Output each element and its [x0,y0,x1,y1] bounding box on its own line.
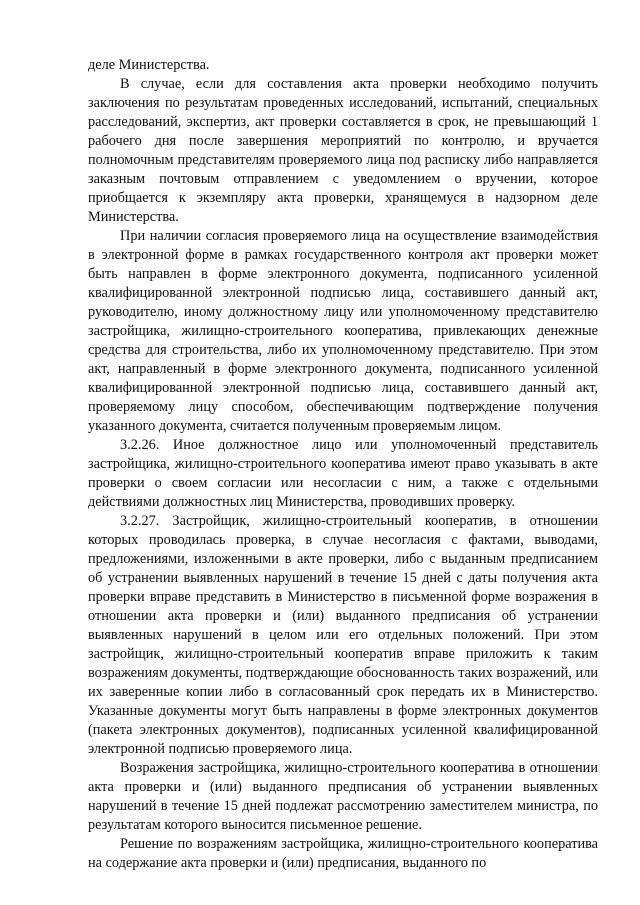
paragraph-continuation: деле Министерства. [88,57,210,73]
paragraph-decision: Решение по возражениям застройщика, жилищно-строительного кооператива на содержание акта проверки и (или) предписания, выданного по [88,836,598,871]
paragraph-objections: Возражения застройщика, жилищно-строительного кооператива в отношении акта проверки и (или) выданного предписания об устранении выявленных нарушений в течение 15 дней подлежат рассмотрению заместителем министра, по результатам которого выносится письменное решение. [88,760,598,833]
paragraph-expertise-act: В случае, если для составления акта проверки необходимо получить заключения по результатам проведенных исследований, испытаний, специальных расследований, экспертиз, акт проверки составляется в срок, не превышающий 1 рабочего дня после завершения мероприятий по контролю, и вручается полномочным представителям проверяемого лица под расписку либо направляется заказным почтовым отправлением с уведомлением о вручении, которое приобщается к экземпляру акта проверки, хранящемуся в надзорном деле Министерства. [88,76,598,225]
document-page [88,56,598,873]
paragraph-3-2-26: 3.2.26. Иное должностное лицо или уполномоченный представитель застройщика, жилищно-строительного кооператива имеют право указывать в акте проверки о своем согласии или несогласии с ним, а также с отдельными действиями должностных лиц Министерства, проводивших проверку. [88,437,598,510]
paragraph-3-2-27: 3.2.27. Застройщик, жилищно-строительный кооператив, в отношении которых проводилась проверка, в случае несогласия с фактами, выводами, предложениями, изложенными в акте проверки, либо с выданным предписанием об устранении выявленных нарушений в течение 15 дней с даты получения акта проверки вправе представить в Министерство в письменной форме возражения в отношении акта проверки и (или) выданного предписания об устранении выявленных нарушений в целом или его отдельных положений. При этом застройщик, жилищно-строительный кооператив вправе приложить к таким возражениям документы, подтверждающие обоснованность таких возражений, или их заверенные копии либо в согласованный срок передать их в Министерство. Указанные документы могут быть направлены в форме электронных документов (пакета электронных документов), подписанных усиленной квалифицированной электронной подписью проверяемого лица. [88,513,598,757]
paragraph-electronic-form: При наличии согласия проверяемого лица на осуществление взаимодействия в электронной форме в рамках государственного контроля акт проверки может быть направлен в форме электронного документа, подписанного усиленной квалифицированной электронной подписью лица, составившего данный акт, руководителю, иному должностному лицу или уполномоченному представителю застройщика, жилищно-строительного кооператива, привлекающих денежные средства для строительства, либо их уполномоченному представителю. При этом акт, направленный в форме электронного документа, подписанного усиленной квалифицированной электронной подписью лица, составившего данный акт, проверяемому лицу способом, обеспечивающим подтверждение получения указанного документа, считается полученным проверяемым лицом. [88,228,598,434]
